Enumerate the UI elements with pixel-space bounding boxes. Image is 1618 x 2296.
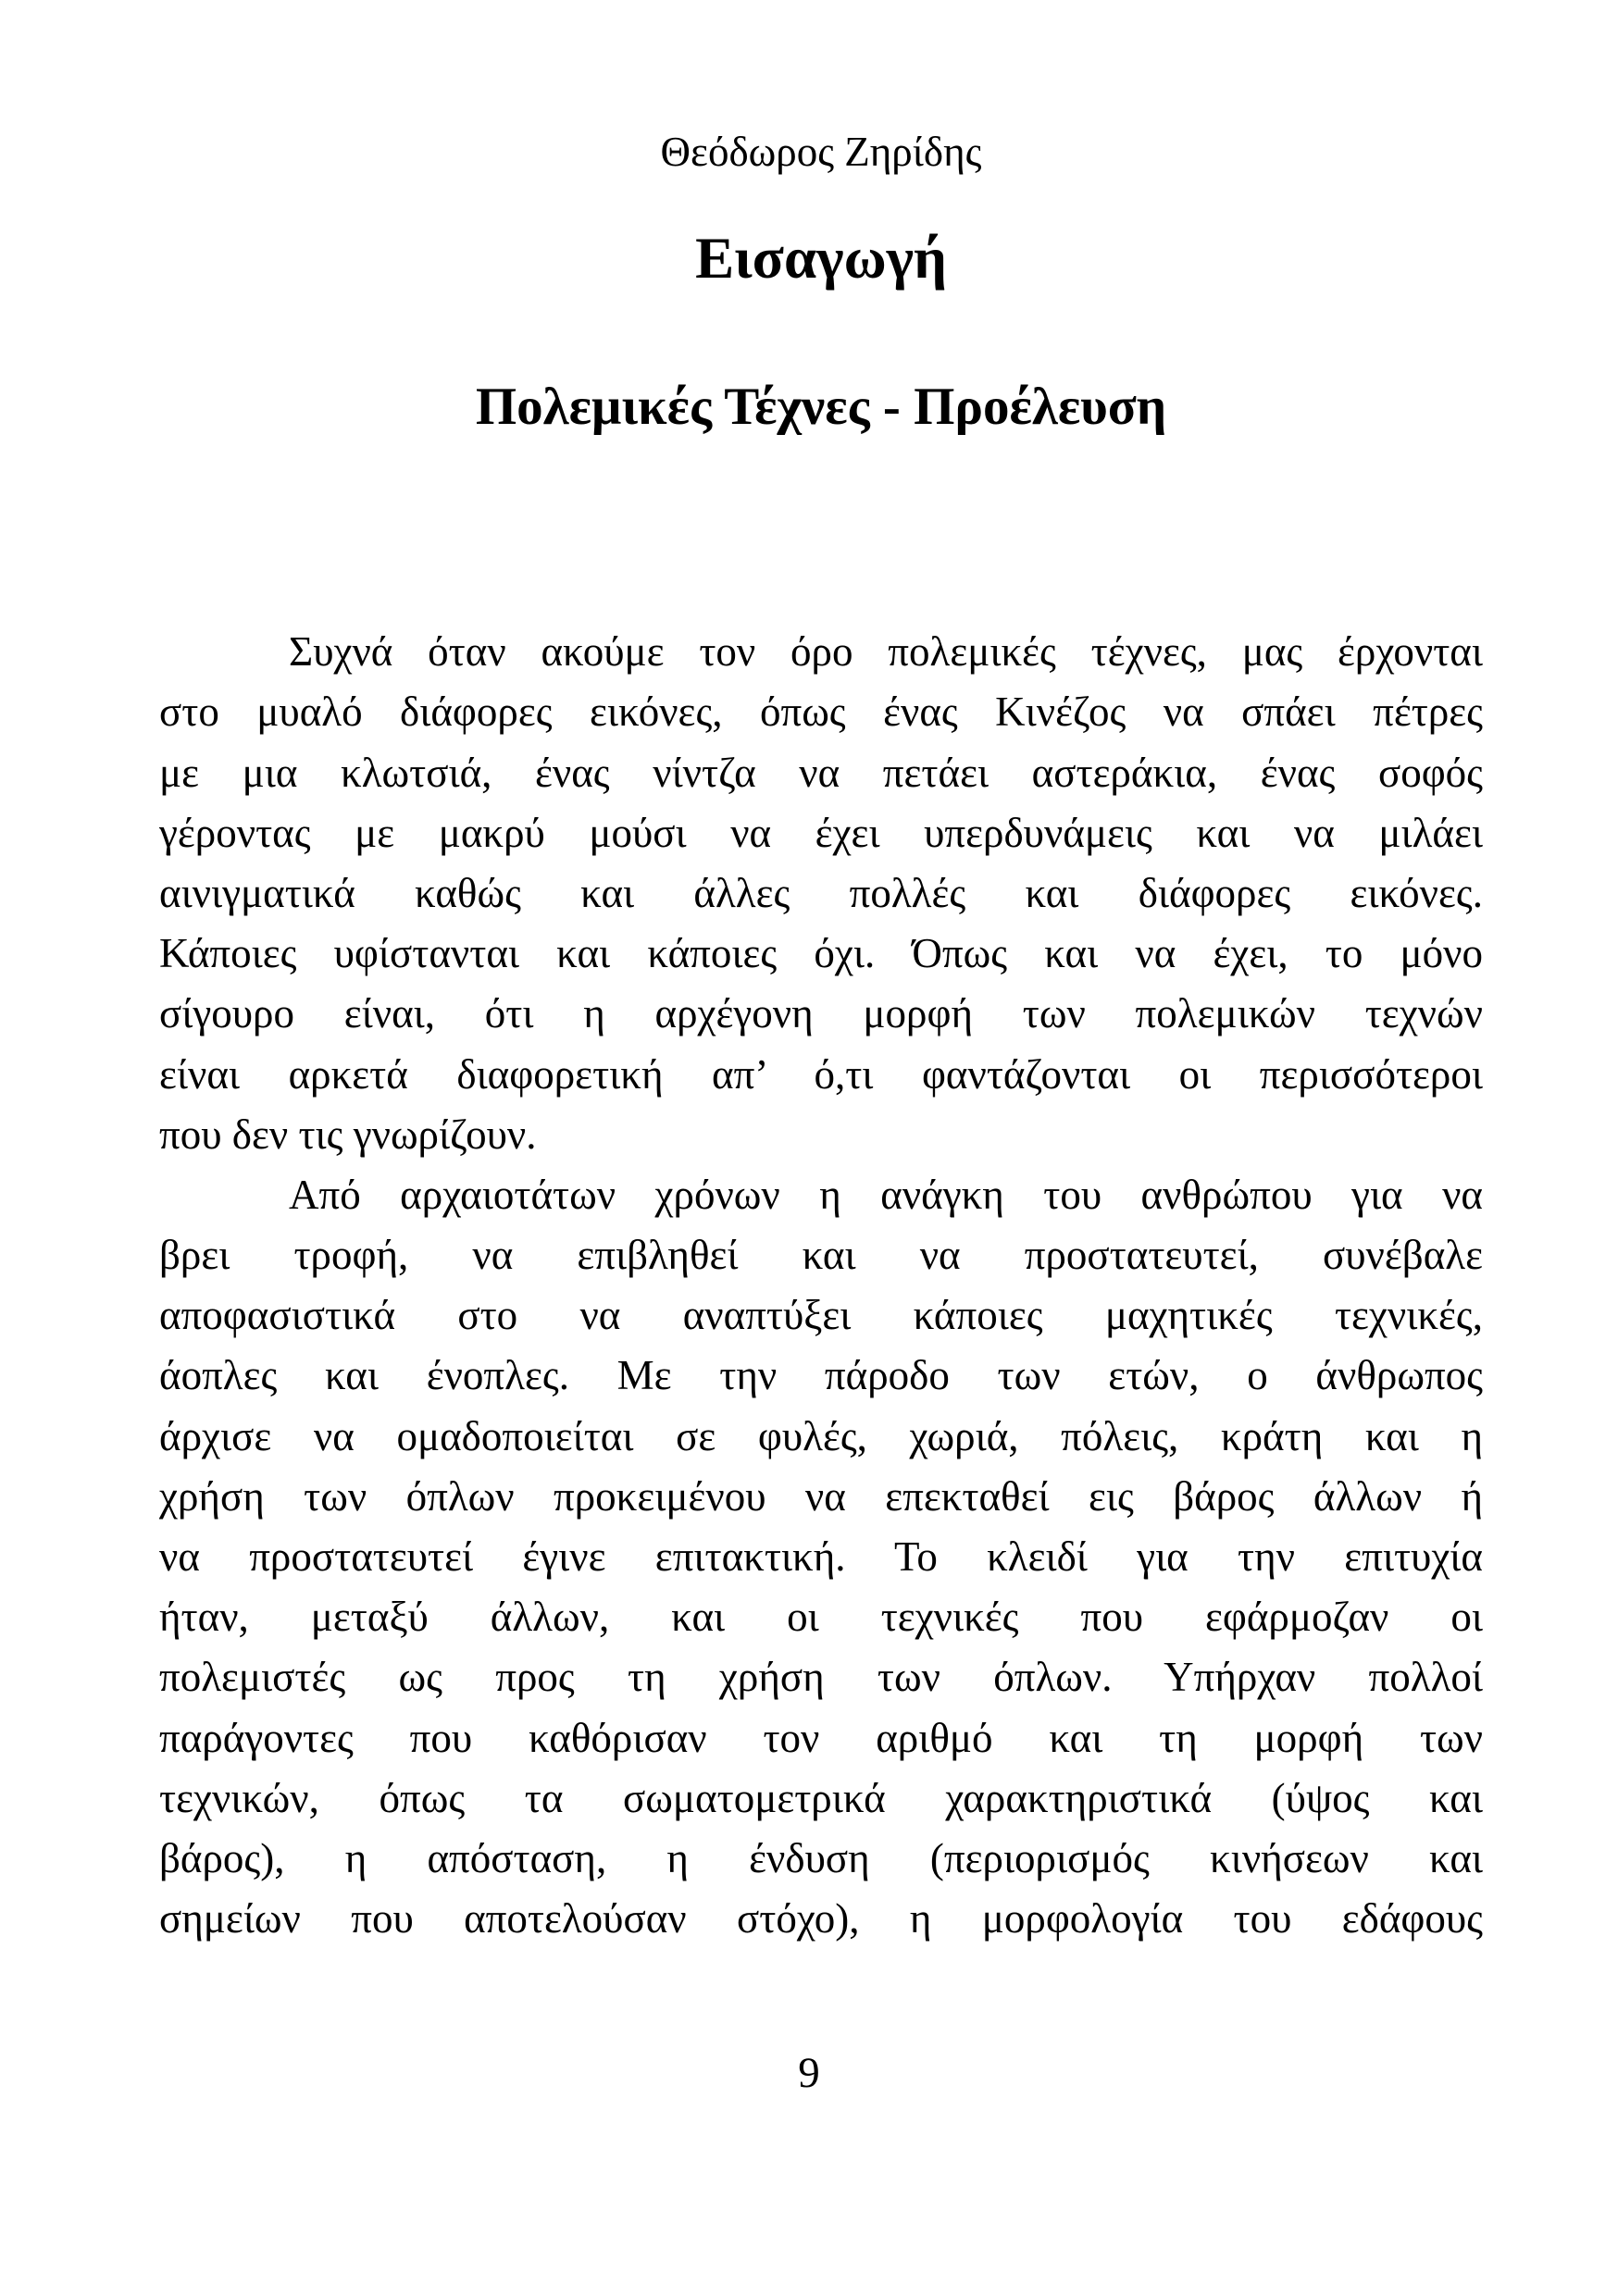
page-number: 9 bbox=[798, 2049, 820, 2097]
text-line: βρει τροφή, να επιβληθεί και να προστατευτεί, συνέβαλε bbox=[159, 1232, 1483, 1279]
text-line: Από αρχαιοτάτων χρόνων η ανάγκη του ανθρώπου για να bbox=[289, 1171, 1483, 1218]
text-line: είναι αρκετά διαφορετική απ’ ό,τι φαντάζονται οι περισσότεροι bbox=[159, 1050, 1483, 1098]
text-line: άοπλες και ένοπλες. Με την πάροδο των ετών, ο άνθρωπος bbox=[159, 1352, 1483, 1399]
text-line: Κάποιες υφίστανται και κάποιες όχι. Όπως και να έχει, το μόνο bbox=[159, 930, 1483, 977]
text-line: Συχνά όταν ακούμε τον όρο πολεμικές τέχνες, μας έρχονται bbox=[289, 628, 1483, 676]
text-line: να προστατευτεί έγινε επιτακτική. Το κλειδί για την επιτυχία bbox=[159, 1533, 1483, 1581]
text-line: ήταν, μεταξύ άλλων, και οι τεχνικές που εφάρμοζαν οι bbox=[159, 1594, 1483, 1641]
text-line: βάρος), η απόσταση, η ένδυση (περιορισμός κινήσεων και bbox=[159, 1834, 1483, 1881]
text-line: που δεν τις γνωρίζουν. bbox=[159, 1111, 537, 1158]
text-line: τεχνικών, όπως τα σωματομετρικά χαρακτηριστικά (ύψος και bbox=[159, 1774, 1483, 1821]
text-line: αποφασιστικά στο να αναπτύξει κάποιες μαχητικές τεχνικές, bbox=[159, 1292, 1483, 1339]
paragraph-1 bbox=[159, 622, 1483, 1165]
text-line: πολεμιστές ως προς τη χρήση των όπλων. Υπήρχαν πολλοί bbox=[159, 1654, 1483, 1701]
text-line: σημείων που αποτελούσαν στόχο), η μορφολογία του εδάφους bbox=[159, 1895, 1483, 1942]
author-name: Θεόδωρος Ζηρίδης bbox=[660, 129, 982, 175]
paragraph-2 bbox=[159, 1165, 1483, 1949]
text-line: με μια κλωτσιά, ένας νίντζα να πετάει αστεράκια, ένας σοφός bbox=[159, 749, 1483, 796]
text-line: άρχισε να ομαδοποιείται σε φυλές, χωριά, πόλεις, κράτη και η bbox=[159, 1412, 1483, 1459]
text-line: γέροντας με μακρύ μούσι να έχει υπερδυνάμεις και να μιλάει bbox=[159, 809, 1483, 856]
text-line: στο μυαλό διάφορες εικόνες, όπως ένας Κινέζος να σπάει πέτρες bbox=[159, 689, 1483, 736]
text-line: αινιγματικά καθώς και άλλες πολλές και διάφορες εικόνες. bbox=[159, 869, 1483, 916]
section-subtitle: Πολεμικές Τέχνες - Προέλευση bbox=[475, 377, 1167, 436]
chapter-title: Εισαγωγή bbox=[695, 226, 947, 292]
text-line: χρήση των όπλων προκειμένου να επεκταθεί εις βάρος άλλων ή bbox=[159, 1472, 1483, 1520]
text-line: παράγοντες που καθόρισαν τον αριθμό και τη μορφή των bbox=[159, 1714, 1483, 1761]
body-text bbox=[159, 622, 1483, 1949]
text-line: σίγουρο είναι, ότι η αρχέγονη μορφή των πολεμικών τεχνών bbox=[159, 990, 1483, 1037]
